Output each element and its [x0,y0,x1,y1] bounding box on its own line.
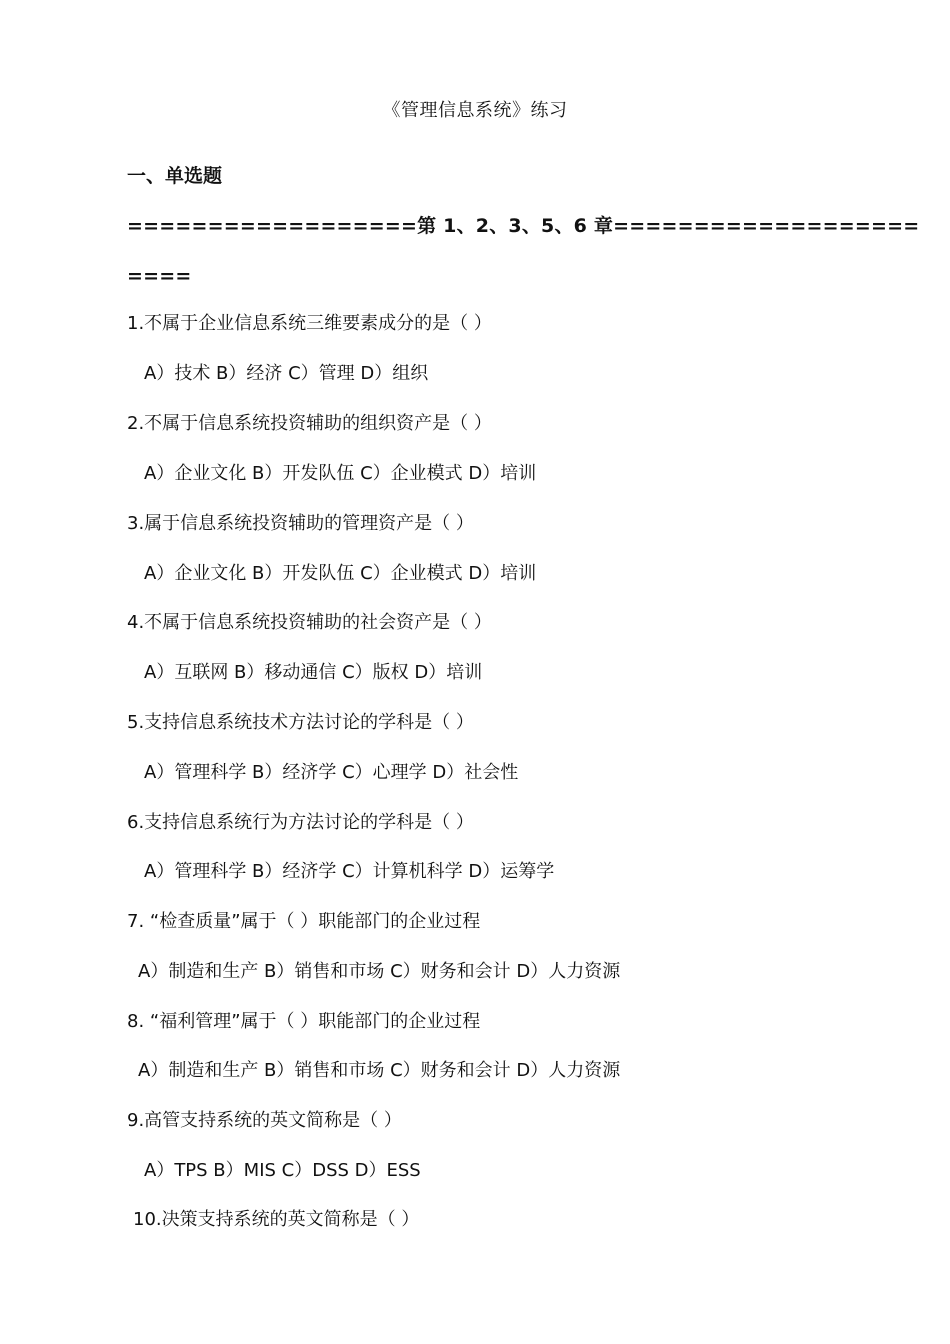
question-stem: 7. “检查质量”属于（ ）职能部门的企业过程 [127,911,481,932]
question-options: A）技术 B）经济 C）管理 D）组织 [144,363,429,384]
question-stem: 9.高管支持系统的英文简称是（ ） [127,1110,402,1131]
question-options: A）TPS B）MIS C）DSS D）ESS [144,1160,421,1181]
question-options: A）互联网 B）移动通信 C）版权 D）培训 [144,662,483,683]
question-options: A）制造和生产 B）销售和市场 C）财务和会计 D）人力资源 [138,961,621,982]
question-options: A）企业文化 B）开发队伍 C）企业模式 D）培训 [144,563,537,584]
question-options: A）管理科学 B）经济学 C）计算机科学 D）运筹学 [144,861,555,882]
chapter-divider-continuation: ==== [127,265,192,287]
question-stem: 8. “福利管理”属于（ ）职能部门的企业过程 [127,1011,481,1032]
question-stem: 1.不属于企业信息系统三维要素成分的是（ ） [127,313,492,334]
question-stem: 2.不属于信息系统投资辅助的组织资产是（ ） [127,413,492,434]
section-title: 一、单选题 [127,165,223,187]
question-options: A）管理科学 B）经济学 C）心理学 D）社会性 [144,762,519,783]
question-stem: 6.支持信息系统行为方法讨论的学科是（ ） [127,812,474,833]
question-stem: 4.不属于信息系统投资辅助的社会资产是（ ） [127,612,492,633]
chapter-divider: ==================第 1、2、3、5、6 章=================== [127,215,920,237]
document-title: 《管理信息系统》练习 [382,100,568,121]
question-options: A）企业文化 B）开发队伍 C）企业模式 D）培训 [144,463,537,484]
question-stem: 10.决策支持系统的英文简称是（ ） [133,1209,420,1230]
question-options: A）制造和生产 B）销售和市场 C）财务和会计 D）人力资源 [138,1060,621,1081]
question-stem: 3.属于信息系统投资辅助的管理资产是（ ） [127,513,474,534]
question-stem: 5.支持信息系统技术方法讨论的学科是（ ） [127,712,474,733]
